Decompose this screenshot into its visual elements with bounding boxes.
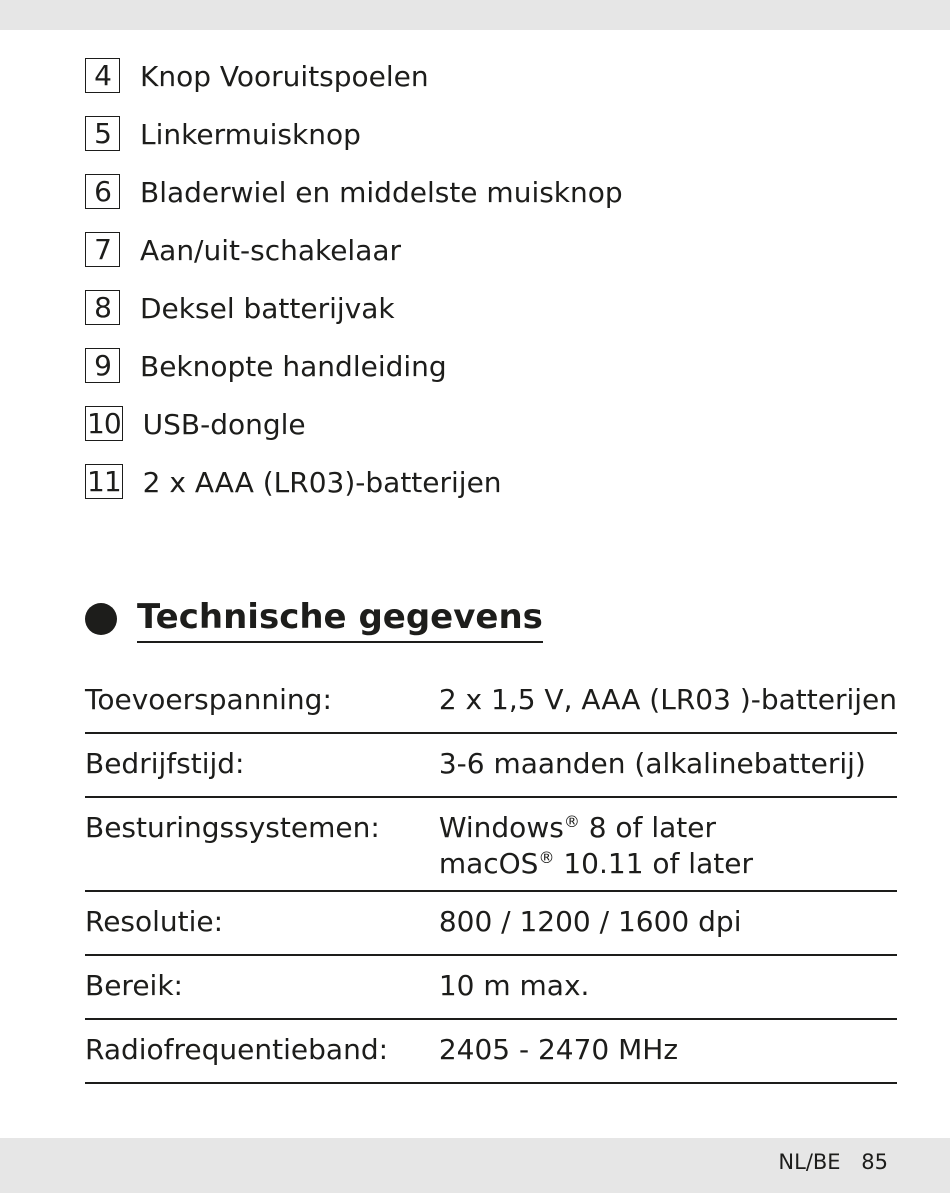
part-label: Beknopte handleiding [140, 350, 447, 383]
page-number: 85 [861, 1150, 888, 1174]
part-number-box: 6 [85, 174, 120, 209]
spec-value: 2405 - 2470 MHz [438, 1033, 679, 1066]
spec-value [439, 797, 897, 891]
part-label: USB-dongle [142, 408, 306, 441]
list-item [85, 116, 885, 174]
part-number-box: 5 [85, 116, 120, 151]
spec-label: Toevoerspanning: [85, 683, 332, 716]
part-number-box: 7 [85, 232, 120, 267]
part-number-box: 10 [87, 407, 121, 440]
part-label: Aan/uit-schakelaar [140, 234, 402, 267]
part-label: Deksel batterijvak [140, 292, 395, 325]
part-number-box: 9 [85, 348, 120, 383]
table-row [85, 1019, 897, 1083]
list-item [85, 58, 885, 116]
spec-label: Besturingssystemen: [85, 811, 380, 844]
list-item [85, 406, 885, 464]
part-label: Bladerwiel en middelste muisknop [140, 176, 623, 209]
parts-list [85, 58, 885, 522]
list-item [85, 232, 885, 290]
top-margin-band [0, 0, 950, 30]
spec-label: Resolutie: [85, 905, 224, 938]
section-title: Technische gegevens [137, 595, 543, 643]
list-item [85, 174, 885, 232]
page-footer [778, 1150, 888, 1174]
registered-mark: ® [538, 848, 555, 867]
part-number-box: 4 [85, 58, 120, 93]
table-row [85, 891, 897, 955]
footer-locale: NL/BE [778, 1150, 841, 1174]
part-number-box: 11 [87, 465, 121, 498]
spec-value: 800 / 1200 / 1600 dpi [438, 905, 742, 938]
os-line-windows: Windows® 8 of later [438, 811, 716, 844]
spec-table [85, 670, 897, 1084]
section-heading [85, 595, 543, 643]
part-label: Linkermuisknop [140, 118, 361, 151]
spec-label: Radiofrequentieband: [85, 1033, 389, 1066]
part-number-box: 8 [85, 290, 120, 325]
table-row [85, 955, 897, 1019]
spec-value: 3-6 maanden (alkalinebatterij) [438, 747, 866, 780]
part-label: Knop Vooruitspoelen [140, 60, 429, 93]
part-label: 2 x AAA (LR03)-batterijen [142, 466, 502, 499]
spec-label: Bedrijfstijd: [85, 747, 245, 780]
bullet-icon [85, 603, 117, 635]
spec-label: Bereik: [85, 969, 183, 1002]
list-item [85, 464, 885, 522]
os-line-macos: macOS® 10.11 of later [438, 847, 753, 880]
table-row [85, 733, 897, 797]
table-row [85, 797, 897, 891]
list-item [85, 290, 885, 348]
registered-mark: ® [563, 812, 580, 831]
list-item [85, 348, 885, 406]
spec-value: 2 x 1,5 V, AAA (LR03 )-batterijen [438, 683, 897, 716]
table-row [85, 670, 897, 733]
spec-value: 10 m max. [438, 969, 590, 1002]
